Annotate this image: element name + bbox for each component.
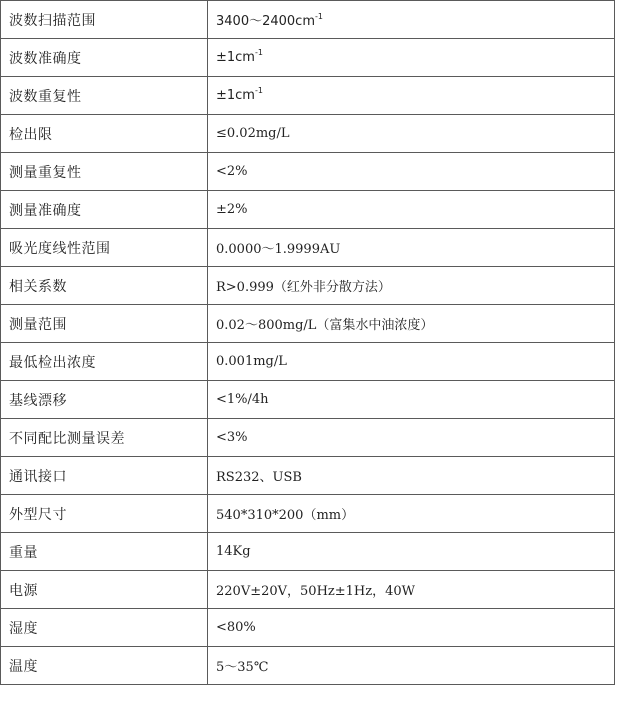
table-row [1, 571, 615, 609]
row-label: 最低检出浓度 [1, 343, 208, 381]
table-row [1, 647, 615, 685]
row-label: 外型尺寸 [1, 495, 208, 533]
table-row [1, 77, 615, 115]
row-label: 测量准确度 [1, 191, 208, 229]
row-value [208, 77, 615, 115]
row-value: 0.001mg/L [208, 343, 615, 381]
row-label: 电源 [1, 571, 208, 609]
table-row [1, 153, 615, 191]
row-value [208, 1, 615, 39]
row-label: 检出限 [1, 115, 208, 153]
table-row [1, 495, 615, 533]
row-value: ≤0.02mg/L [208, 115, 615, 153]
row-label: 通讯接口 [1, 457, 208, 495]
row-label: 温度 [1, 647, 208, 685]
row-label: 相关系数 [1, 267, 208, 305]
table-row [1, 533, 615, 571]
table-row [1, 229, 615, 267]
row-value: RS232、USB [208, 457, 615, 495]
row-value: R>0.999（红外非分散方法） [208, 267, 615, 305]
table-row [1, 457, 615, 495]
row-label: 不同配比测量误差 [1, 419, 208, 457]
row-value: ±2% [208, 191, 615, 229]
row-value: 0.02～800mg/L（富集水中油浓度） [208, 305, 615, 343]
row-label: 湿度 [1, 609, 208, 647]
row-value: <3% [208, 419, 615, 457]
table-row [1, 609, 615, 647]
row-value: 0.0000～1.9999AU [208, 229, 615, 267]
table-row [1, 305, 615, 343]
row-value: 5～35℃ [208, 647, 615, 685]
table-row [1, 419, 615, 457]
value-text: ±1cm [216, 88, 255, 103]
row-label: 波数重复性 [1, 77, 208, 115]
superscript: -1 [254, 48, 263, 57]
value-text: 3400～2400cm [216, 14, 315, 29]
row-value [208, 39, 615, 77]
row-value: <2% [208, 153, 615, 191]
row-value: <1%/4h [208, 381, 615, 419]
row-value: 540*310*200（mm） [208, 495, 615, 533]
row-label: 基线漂移 [1, 381, 208, 419]
table-row [1, 267, 615, 305]
row-label: 测量重复性 [1, 153, 208, 191]
row-label: 吸光度线性范围 [1, 229, 208, 267]
table-row [1, 381, 615, 419]
superscript: -1 [314, 12, 323, 21]
table-row [1, 343, 615, 381]
table-row [1, 115, 615, 153]
row-label: 波数准确度 [1, 39, 208, 77]
value-text: ±1cm [216, 50, 255, 65]
table-row [1, 39, 615, 77]
row-label: 测量范围 [1, 305, 208, 343]
row-label: 重量 [1, 533, 208, 571]
table-row [1, 191, 615, 229]
superscript: -1 [254, 86, 263, 95]
row-value: <80% [208, 609, 615, 647]
row-value: 220V±20V，50Hz±1Hz，40W [208, 571, 615, 609]
row-label: 波数扫描范围 [1, 1, 208, 39]
table-row [1, 1, 615, 39]
row-value: 14Kg [208, 533, 615, 571]
